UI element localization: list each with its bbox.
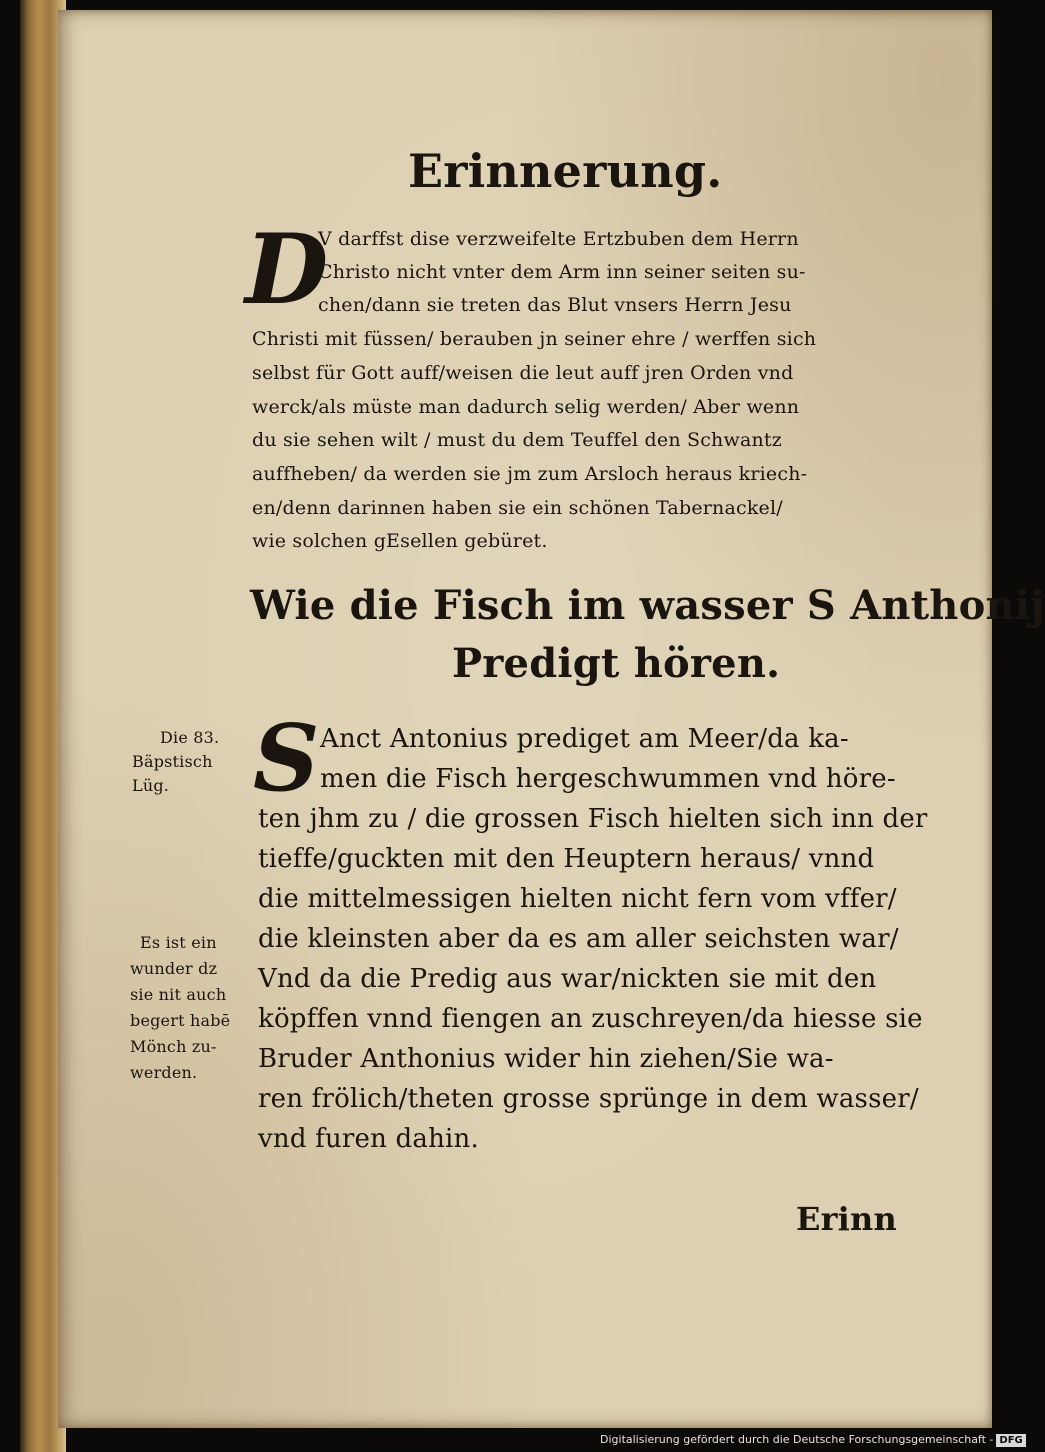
margin-note-line: begert habē — [130, 1011, 231, 1030]
drop-cap-s: S — [253, 704, 320, 812]
margin-note-line: Mönch zu- — [130, 1037, 217, 1056]
paragraph-1-line: wie solchen gEsellen gebüret. — [252, 530, 548, 552]
paragraph-1-line: werck/als müste man dadurch selig werden/ Aber wenn — [252, 396, 800, 418]
margin-note-line: Die 83. — [160, 728, 220, 747]
dfg-logo-icon: DFG — [996, 1434, 1025, 1447]
paragraph-2-line: Vnd da die Predig aus war/nickten sie mit den — [258, 964, 877, 994]
paragraph-1-line: Christi mit füssen/ berauben jn seiner ehre / werffen sich — [252, 328, 817, 350]
paragraph-2-line: vnd furen dahin. — [258, 1124, 479, 1154]
paragraph-2-line: die mittelmessigen hielten nicht fern vom vffer/ — [258, 884, 897, 914]
subheading-line: Wie die Fisch im wasser S Anthonij — [250, 582, 1045, 629]
paragraph-1-line: chen/dann sie treten das Blut vnsers Herrn Jesu — [318, 294, 792, 316]
margin-note-line: Lüg. — [132, 776, 170, 795]
paragraph-1-line: du sie sehen wilt / must du dem Teuffel den Schwantz — [252, 429, 782, 451]
paragraph-2-line: Bruder Anthonius wider hin ziehen/Sie wa- — [258, 1044, 834, 1074]
catchword: Erinn — [796, 1200, 897, 1238]
paragraph-1-line: auffheben/ da werden sie jm zum Arsloch heraus kriech- — [252, 463, 808, 485]
paragraph-1-line: V darffst dise verzweifelte Ertzbuben dem Herrn — [318, 228, 799, 250]
margin-note-line: Bäpstisch — [132, 752, 213, 771]
paragraph-2-line: tieffe/guckten mit den Heuptern heraus/ vnnd — [258, 844, 875, 874]
digitization-credit — [600, 1431, 1023, 1449]
paragraph-2-line: ren frölich/theten grosse sprünge in dem wasser/ — [258, 1084, 919, 1114]
page-heading: Erinnerung. — [408, 144, 723, 198]
margin-note-line: werden. — [130, 1063, 198, 1082]
subheading-line: Predigt hören. — [452, 640, 781, 687]
paragraph-1-line: en/denn darinnen haben sie ein schönen Tabernackel/ — [252, 497, 783, 519]
paragraph-2-line: ten jhm zu / die grossen Fisch hielten sich inn der — [258, 804, 928, 834]
drop-cap-d: D — [245, 213, 329, 326]
paragraph-2-line: die kleinsten aber da es am aller seichsten war/ — [258, 924, 899, 954]
paragraph-1-line: selbst für Gott auff/weisen die leut auff jren Orden vnd — [252, 362, 794, 384]
paragraph-2-line: köpffen vnnd fiengen an zuschreyen/da hiesse sie — [258, 1004, 923, 1034]
paragraph-2-line: men die Fisch hergeschwummen vnd höre- — [320, 764, 896, 794]
credit-text: Digitalisierung gefördert durch die Deutsche Forschungsgemeinschaft - — [600, 1433, 994, 1446]
paragraph-1-line: Christo nicht vnter dem Arm inn seiner seiten su- — [318, 261, 806, 283]
margin-note-line: Es ist ein — [140, 933, 217, 952]
paragraph-2-line: Anct Antonius prediget am Meer/da ka- — [320, 724, 849, 754]
margin-note-line: sie nit auch — [130, 985, 227, 1004]
margin-note-line: wunder dz — [130, 959, 218, 978]
